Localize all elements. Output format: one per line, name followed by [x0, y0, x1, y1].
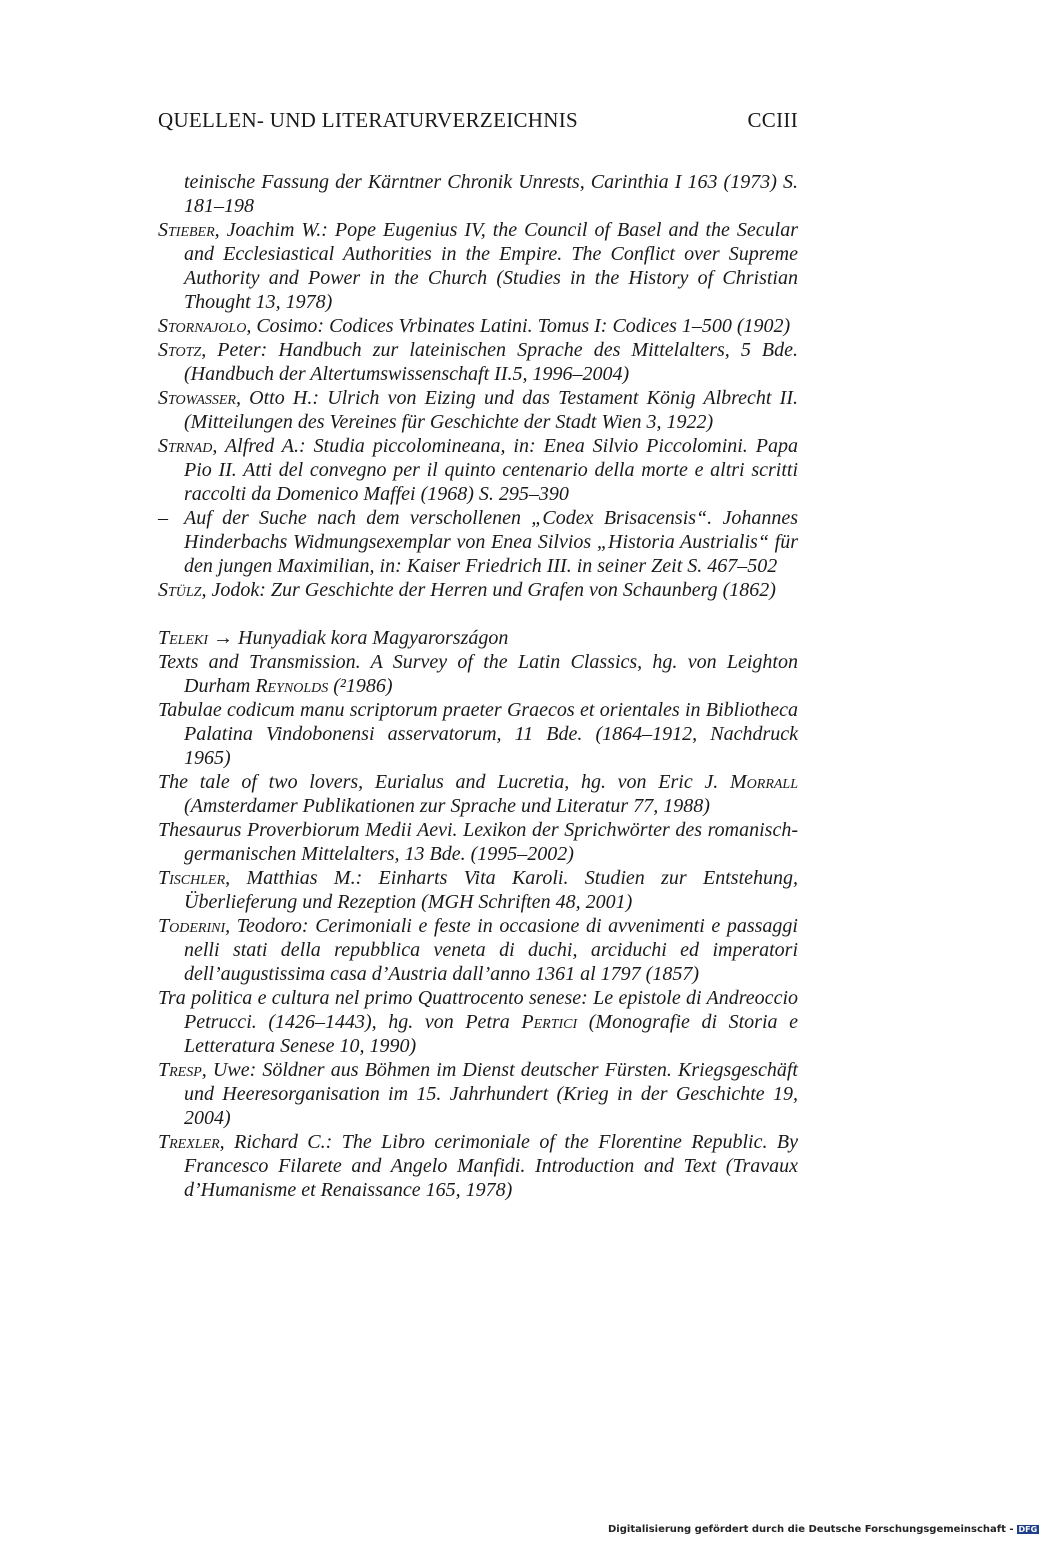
bibliography-entry: Stülz, Jodok: Zur Geschichte der Herren und Grafen von Schaunberg (1862): [158, 579, 776, 601]
bibliography-entry: Tra politica e cultura nel primo Quattrocento senese: Le epistole di Andreoccio Petrucci. (1426–1443), hg. von Petra Pertici (Monografie di Storia e Letteratura Senese 10, 1990): [158, 987, 798, 1057]
author-name: Stornajolo: [158, 315, 247, 337]
bibliography-entry: The tale of two lovers, Eurialus and Lucretia, hg. von Eric J. Morrall (Amsterdamer Publikationen zur Sprache und Literatur 77, 1988): [158, 771, 798, 817]
header-title: QUELLEN- UND LITERATURVERZEICHNIS: [158, 108, 578, 132]
bibliography-entry: Thesaurus Proverbiorum Medii Aevi. Lexikon der Sprichwörter des romanisch-germanischen Mittelalters, 13 Bde. (1995–2002): [158, 819, 798, 865]
author-name: Tresp: [158, 1059, 202, 1081]
author-name: Stülz: [158, 579, 202, 601]
page-number: CCIII: [747, 108, 798, 132]
author-name: Stotz: [158, 339, 202, 361]
editor-name: Pertici: [521, 1011, 578, 1033]
bibliography-entry: teinische Fassung der Kärntner Chronik Unrests, Carinthia I 163 (1973) S. 181–198: [184, 171, 798, 217]
footer-text: Digitalisierung gefördert durch die Deutsche Forschungsgemeinschaft -: [608, 1524, 1014, 1535]
bibliography-entry: Stieber, Joachim W.: Pope Eugenius IV, the Council of Basel and the Secular and Ecclesiastical Authorities in the Empire. The Conflict over Supreme Authority and Power in the Church (Studies in the History of Christian Thought 13, 1978): [158, 219, 798, 313]
bibliography-entry: Tabulae codicum manu scriptorum praeter Graecos et orientales in Bibliotheca Palatina Vindobonensi asservatorum, 11 Bde. (1864–1912, Nachdruck 1965): [158, 699, 798, 769]
section-gap: [158, 602, 798, 626]
editor-name: Morrall: [730, 771, 798, 793]
bibliography-entry: Toderini, Teodoro: Cerimoniali e feste in occasione di avvenimenti e passaggi nelli stati della repubblica veneta di duchi, arciduchi ed imperatori dell’augustissima casa d’Austria dall’anno 1361 al 1797 (1857): [158, 915, 798, 985]
author-name: Toderini: [158, 915, 226, 937]
bibliography-entry: Teleki → Hunyadiak kora Magyarországon: [158, 627, 509, 649]
author-name: Strnad: [158, 435, 213, 457]
bibliography-entry: Strnad, Alfred A.: Studia piccolomineana, in: Enea Silvio Piccolomini. Papa Pio II. Atti del convegno per il quinto centenario della morte e altri scritti raccolti da Domenico Maffei (1968) S. 295–390: [158, 435, 798, 505]
bibliography-entry: Tischler, Matthias M.: Einharts Vita Karoli. Studien zur Entstehung, Überlieferung und Rezeption (MGH Schriften 48, 2001): [158, 867, 798, 913]
author-name: Tischler: [158, 867, 226, 889]
bibliography-entry: – Auf der Suche nach dem verschollenen „Codex Brisacensis“. Johannes Hinderbachs Widmungsexemplar von Enea Silvios „Historia Austrialis“ für den jungen Maximilian, in: Kaiser Friedrich III. in seiner Zeit S. 467–502: [158, 506, 798, 578]
dfg-logo: DFG: [1018, 1524, 1038, 1534]
bibliography-entry: Texts and Transmission. A Survey of the Latin Classics, hg. von Leighton Durham Reynolds (²1986): [158, 651, 798, 697]
digitization-footer: [608, 1524, 1039, 1535]
bibliography-list: [158, 170, 798, 1202]
bibliography-entry: Stornajolo, Cosimo: Codices Vrbinates Latini. Tomus I: Codices 1–500 (1902): [158, 315, 791, 337]
author-name: Stowasser: [158, 387, 236, 409]
bibliography-entry: Stotz, Peter: Handbuch zur lateinischen Sprache des Mittelalters, 5 Bde. (Handbuch der Altertumswissenschaft II.5, 1996–2004): [158, 339, 798, 385]
author-name: Stieber: [158, 219, 215, 241]
bibliography-entry: Stowasser, Otto H.: Ulrich von Eizing und das Testament König Albrecht II. (Mitteilungen des Vereines für Geschichte der Stadt Wien 3, 1922): [158, 387, 798, 433]
editor-name: Reynolds: [255, 675, 329, 697]
bibliography-entry: Trexler, Richard C.: The Libro cerimoniale of the Florentine Republic. By Francesco Filarete and Angelo Manfidi. Introduction and Text (Travaux d’Humanisme et Renaissance 165, 1978): [158, 1131, 798, 1201]
bibliography-entry: Tresp, Uwe: Söldner aus Böhmen im Dienst deutscher Fürsten. Kriegsgeschäft und Heeresorganisation im 15. Jahrhundert (Krieg in der Geschichte 19, 2004): [158, 1059, 798, 1129]
author-name: Trexler: [158, 1131, 220, 1153]
author-name: Teleki: [158, 627, 209, 649]
running-header: [158, 108, 798, 138]
